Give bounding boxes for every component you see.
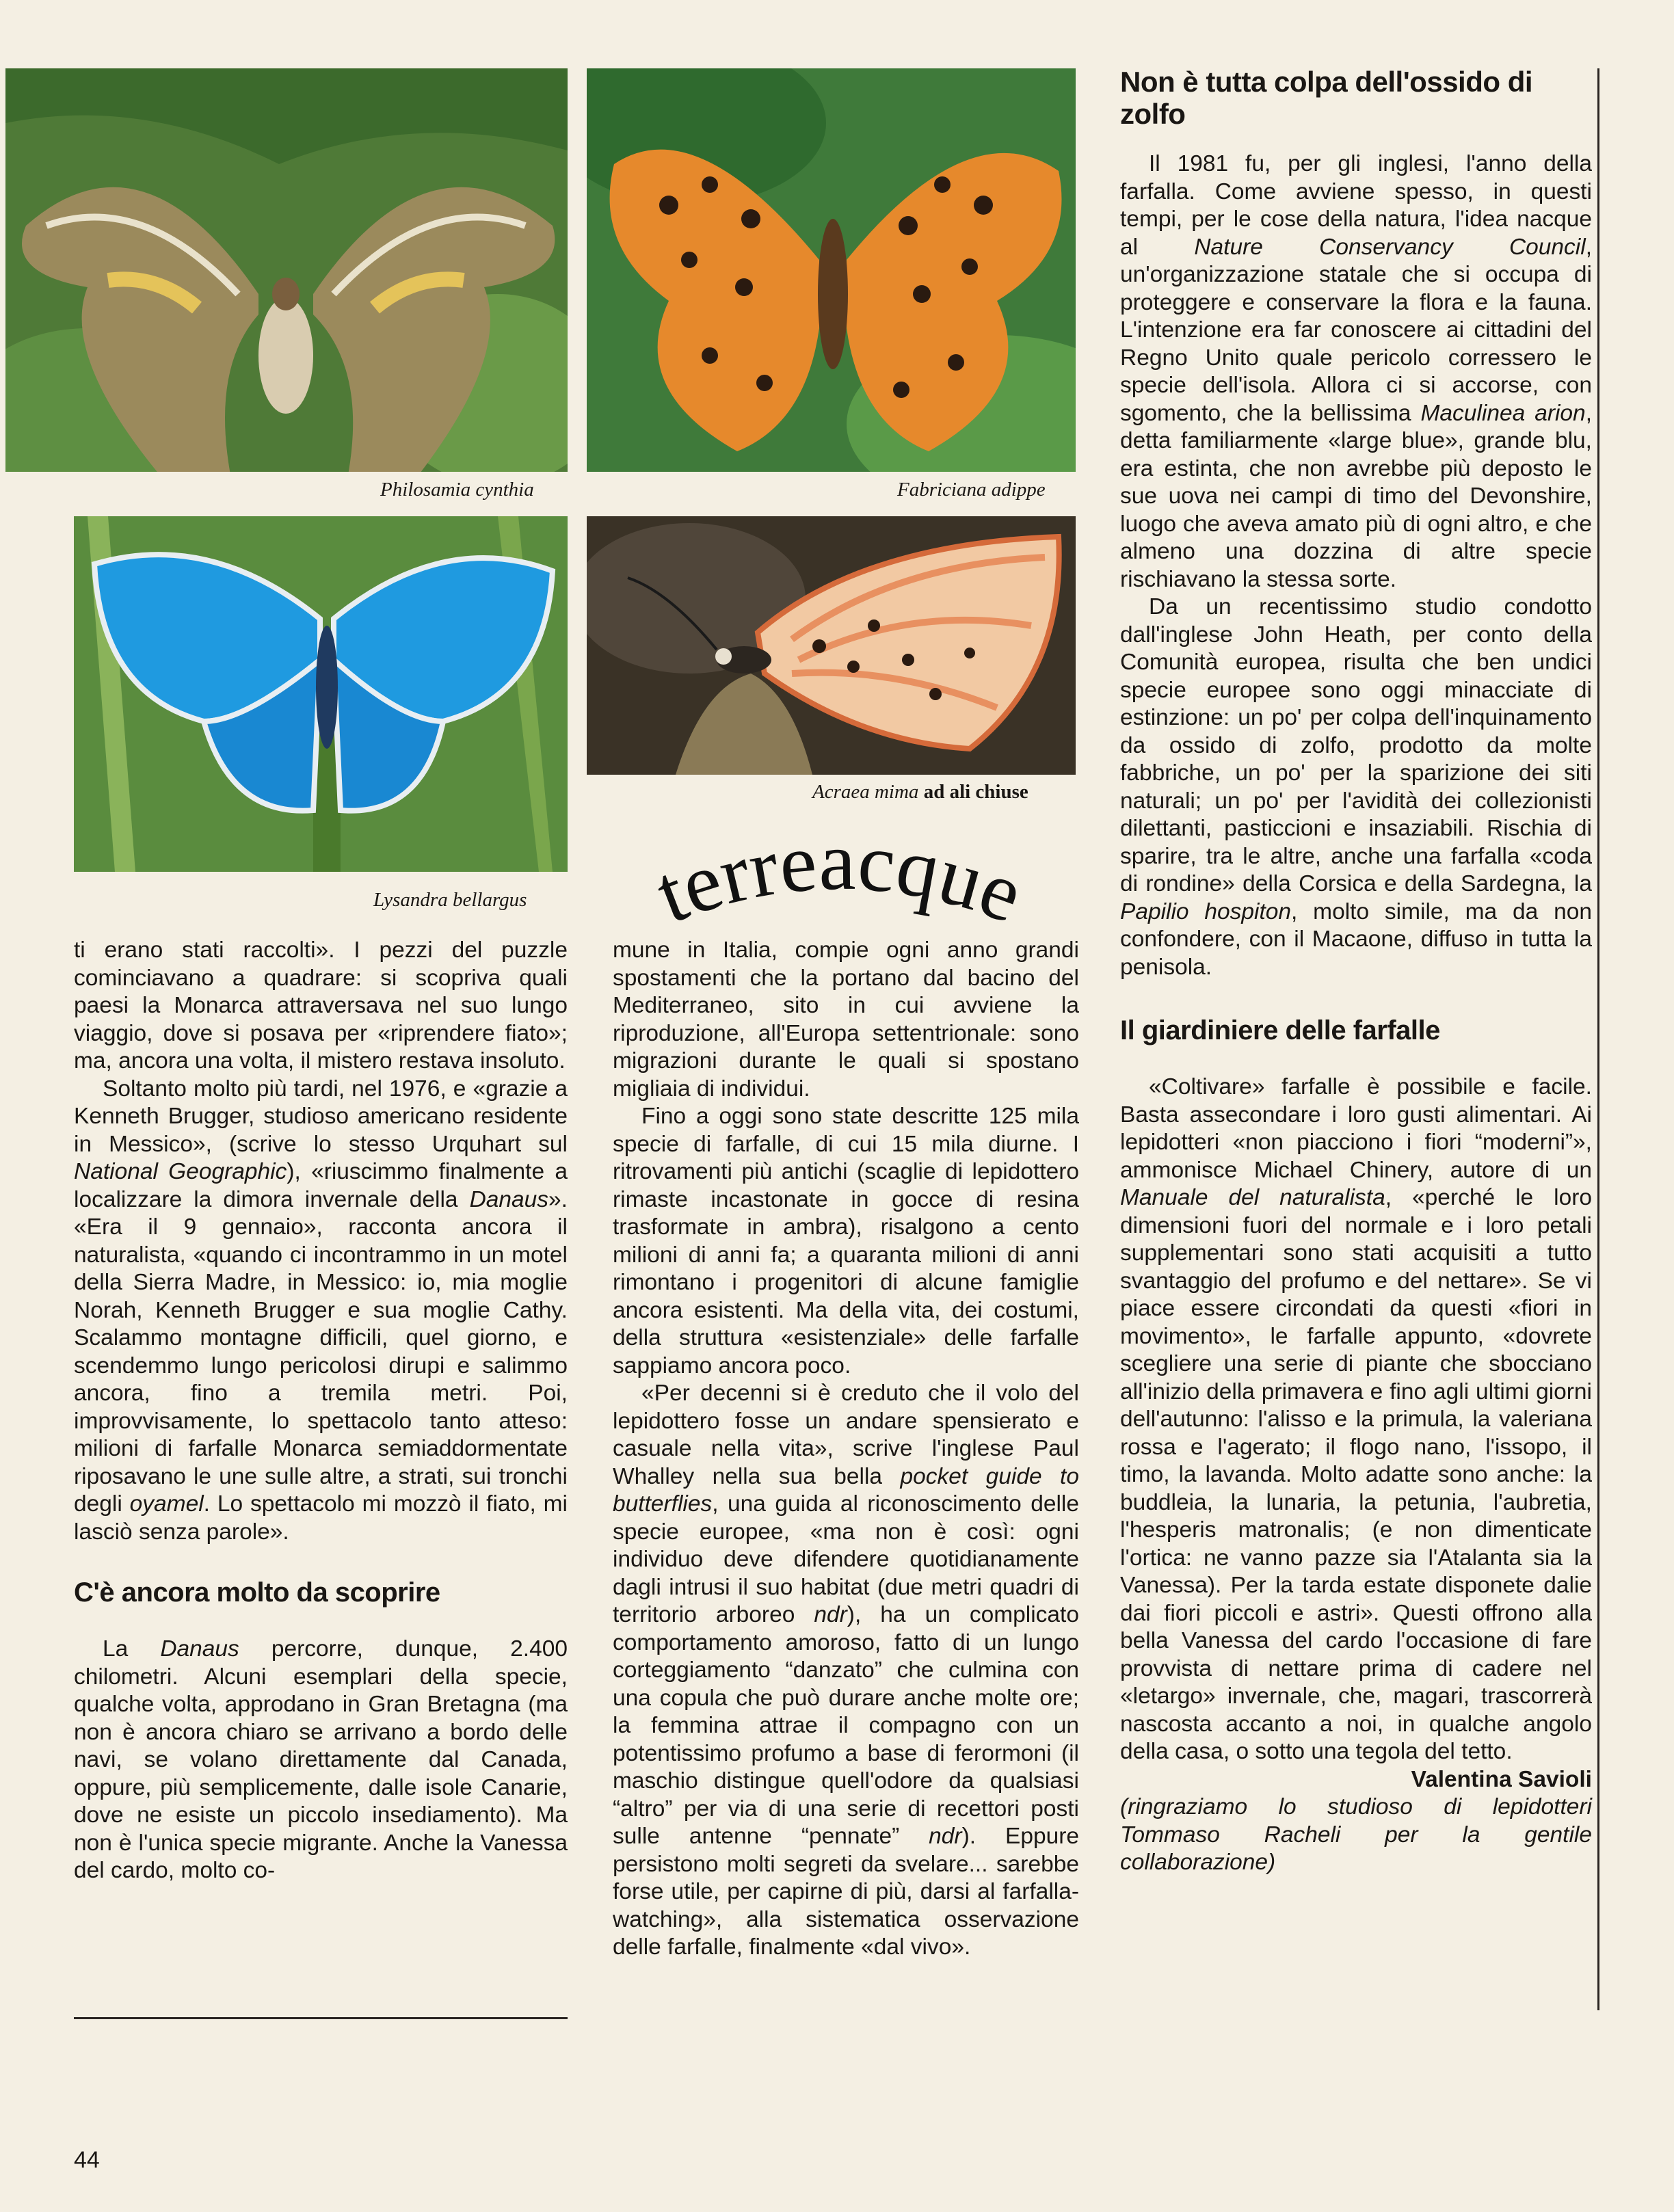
caption-lysandra-bellargus: Lysandra bellargus (373, 889, 527, 911)
column-2 (613, 937, 1079, 1962)
col3-heading-2: Il giardiniere delle farfalle (1120, 1015, 1440, 1045)
col1-paragraph-2: Soltanto molto più tardi, nel 1976, e «grazie a Kenneth Brugger, studioso americano residente in Messico», (scrive lo stesso Urquhart sul National Geographic), «riuscimmo finalmente a localizzare la dimora invernale della Danaus». «Era il 9 gennaio», racconta ancora il naturalista, «quando ci incontrammo in un motel della Sierra Madre, in Messico: io, mia moglie Norah, Kenneth Brugger e sua moglie Cathy. Scalammo montagne difficili, quel giorno, e scendemmo lungo pericolosi dirupi e salimmo ancora, fino a tremila metri. Poi, improvvisamente, lo spettacolo tanto atteso: milioni di farfalle Monarca semiaddormentate riposavano le une sulle altre, a strati, sui tronchi degli oyamel. Lo spettacolo mi mozzò il fiato, mi lasciò senza parole». (74, 1076, 568, 1545)
caption-fabriciana-adippe: Fabriciana adippe (897, 479, 1046, 501)
col3-heading-1: Non è tutta colpa dell'ossido di zolfo (1120, 66, 1533, 130)
col3-paragraph-2: Da un recentissimo studio condotto dall'inglese John Heath, per conto della Comunità europea, risulta che ben undici specie europee sono oggi minacciate di estinzione: un po' per colpa dell'inquinamento da ossido di zolfo, prodotto da molte fabbriche, un po' per la sparizione dei siti naturali; un po' per l'avidità dei collezionisti dilettanti, pasticcioni e insaziabili. Rischia di sparire, tra le altre, anche una farfalla «coda di rondine» della Corsica e della Sardegna, la Papilio hospiton, molto simile, ma da non confondere, con il Macaone, diffuso in tutta la penisola. (1120, 594, 1592, 980)
terreacque-logo (614, 814, 1065, 957)
author-signature: Valentina Savioli (1411, 1766, 1592, 1792)
col1-paragraph-3: La Danaus percorre, dunque, 2.400 chilometri. Alcuni esemplari della specie, qualche volta, approdano in Gran Bretagna (ma non è ancora chiaro se arrivano a bordo delle navi, se volano direttamente dal Canada, oppure, più semplicemente, dalle isole Canarie, dove ne esiste un piccolo insediamento). Ma non è l'unica specie migrante. Anche la Vanessa del cardo, molto co- (74, 1636, 568, 1883)
col2-paragraph-3: «Per decenni si è creduto che il volo del lepidottero fosse un andare spensierato e casuale nella vita», scrive l'inglese Paul Whalley nella sua bella pocket guide to butterflies, una guida al riconoscimento delle specie europee, «ma non è così: ogni individuo deve difendere quotidianamente dagli intrusi il suo habitat (due metri quadri di territorio arboreo ndr), ha un complicato comportamento amoroso, fatto di un lungo corteggiamento “danzato” che culmina con una copula che può durare anche molte ore; la femmina attrae il compagno con un potentissimo profumo a base di ferormoni (il maschio distingue quell'odore da qualsiasi “altro” per via di una serie di recettori posti sulle antenne “pennate” ndr). Eppure persistono molti segreti da svelare... sarebbe forse utile, per capirne di più, darsi al farfalla-watching», alla sistematica osservazione delle farfalle, finalmente «dal vivo». (613, 1381, 1080, 1960)
column-rule-right (1597, 68, 1599, 2010)
column-3 (1120, 66, 1592, 1877)
page-number: 44 (74, 2147, 100, 2173)
logo-text: terreacque (643, 814, 1035, 941)
column-1 (74, 937, 568, 1885)
caption-philosamia-cynthia: Philosamia cynthia (380, 479, 534, 501)
col1-paragraph-1: ti erano stati raccolti». I pezzi del puzzle cominciavano a quadrare: si scopriva quali paesi la Monarca attraversava nel suo lungo viaggio, dove si posava per «riprendere fiato»; ma, ancora una volta, il mistero restava insoluto. (74, 937, 568, 1074)
col2-paragraph-1: mune in Italia, compie ogni anno grandi spostamenti che la portano dal bacino del Mediterraneo, sito in cui avviene la riproduzione, all'Europa settentrionale: sono migrazioni durante le quali si spostano migliaia di individui. (613, 937, 1079, 1102)
photo-acraea-mima (587, 516, 1076, 775)
photo-lysandra-bellargus (74, 516, 568, 872)
caption-acraea-species: Acraea mima (812, 781, 919, 803)
col3-paragraph-1: Il 1981 fu, per gli inglesi, l'anno della farfalla. Come avviene spesso, in questi tempi, per le cose della natura, l'idea nacque al Nature Conservancy Council, un'organizzazione statale che si occupa di proteggere e conservare la flora e la fauna. L'intenzione era far conoscere ai cittadini del Regno Unito quale pericolo corressero le specie dell'isola. Allora ci si accorse, con sgomento, che la bellissima Maculinea arion, detta familiarmente «large blue», grande blu, era estinta, che non avrebbe più deposto le sue uova nei campi di timo del Devonshire, luogo che aveva amato più di ogni altro, e che almeno una dozzina di altre specie rischiavano la stessa sorte. (1120, 151, 1592, 592)
acknowledgement-note: (ringraziamo lo studioso di lepidotteri Tommaso Racheli per la gentile collaborazione) (1120, 1794, 1592, 1875)
photo-fabriciana-adippe (587, 68, 1076, 472)
column-rule-left (74, 2017, 568, 2019)
caption-acraea-mima (812, 781, 1028, 803)
caption-acraea-note: ad ali chiuse (923, 781, 1028, 803)
col3-paragraph-3: «Coltivare» farfalle è possibile e facile. Basta assecondare i loro gusti alimentari. Ai lepidotteri «non piacciono i fiori “moderni”», ammonisce Michael Chinery, autore di un Manuale del naturalista, «perché le loro dimensioni fuori del normale e i loro petali supplementari sono stati acquisiti a tutto svantaggio del profumo e del nettare». Se vi piace essere circondati da questi «fiori in movimento», le farfalle appunto, «dovrete scegliere una serie di piante che sbocciano all'inizio della primavera e fino agli ultimi giorni dell'autunno: l'alisso e la primula, la valeriana rossa e l'agerato; il flogo nano, l'issopo, il timo, la lavanda. Molto adatte sono anche: la buddleia, la lunaria, la petunia, l'aubretia, l'hesperis matronalis; (e non dimenticate l'ortica: ne vanno pazze sia l'Atalanta sia la Vanessa). Per la tarda estate disponete dalie dai fiori piccoli e astri». Questi offrono alla bella Vanessa del cardo l'occasione di fare provvista di nettare prima di cadere nel «letargo» invernale, che, magari, trascorrerà nascosta accanto a noi, in qualche angolo della casa, o sotto una tegola del tetto. (1120, 1074, 1593, 1764)
col2-paragraph-2: Fino a oggi sono state descritte 125 mila specie di farfalle, di cui 15 mila diurne. I ritrovamenti più antichi (scaglie di lepidottero rimaste incastonate in gocce di resina trasformate in ambra), risalgono a cento milioni di anni fa; a quaranta milioni di anni rimontano i progenitori di alcune famiglie ancora esistenti. Ma della vita, dei costumi, della struttura «esistenziale» delle farfalle sappiamo ancora poco. (613, 1104, 1079, 1378)
col1-heading: C'è ancora molto da scoprire (74, 1577, 440, 1608)
photo-philosamia-cynthia (5, 68, 568, 472)
